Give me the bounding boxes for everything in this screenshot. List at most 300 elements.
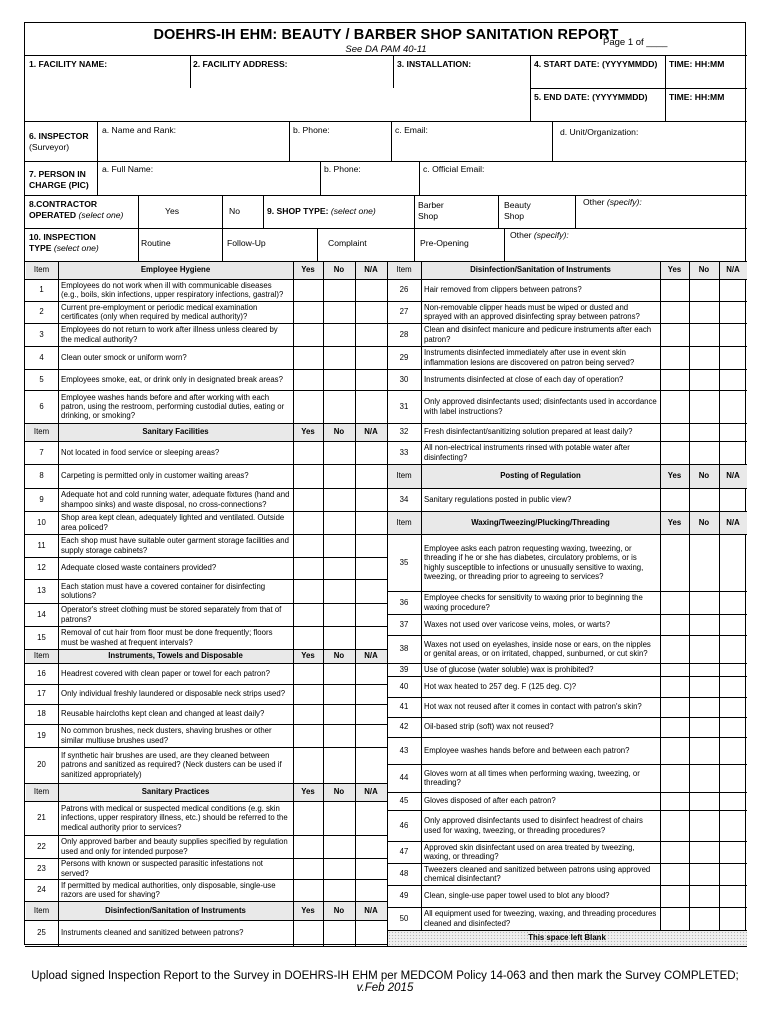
column-divider — [323, 858, 324, 879]
na-checkbox[interactable] — [355, 858, 387, 879]
item-number: 28 — [399, 329, 409, 339]
no-checkbox[interactable] — [689, 697, 719, 717]
na-checkbox[interactable] — [355, 579, 387, 603]
no-checkbox[interactable] — [689, 841, 719, 863]
no-checkbox[interactable] — [323, 279, 355, 301]
yes-checkbox[interactable] — [293, 323, 323, 346]
column-divider — [421, 301, 422, 323]
yes-checkbox[interactable] — [293, 579, 323, 603]
na-checkbox[interactable] — [719, 369, 747, 390]
contractor-yes-option[interactable]: Yes — [165, 206, 180, 216]
na-checkbox[interactable] — [355, 747, 387, 783]
item-column-header: Item — [396, 265, 412, 275]
column-divider — [719, 591, 720, 614]
no-checkbox[interactable] — [323, 346, 355, 369]
start-time-field[interactable]: TIME: HH:MM — [669, 59, 725, 69]
yes-checkbox[interactable] — [660, 279, 689, 301]
page-counter[interactable]: Page 1 of ____ — [603, 37, 668, 48]
column-divider — [660, 369, 661, 390]
checklist-question: Carpeting is permitted only in customer waiting areas? — [61, 471, 249, 481]
yes-checkbox[interactable] — [293, 663, 323, 684]
pic-email-field[interactable]: c. Official Email: — [423, 164, 485, 174]
column-divider — [660, 635, 661, 663]
column-divider — [421, 697, 422, 717]
no-column-header: No — [698, 265, 710, 275]
item-number: 34 — [399, 494, 409, 504]
column-divider — [58, 879, 59, 901]
item-number: 35 — [399, 557, 409, 567]
column-divider — [323, 663, 324, 684]
routine-option[interactable]: Routine — [141, 238, 171, 248]
checklist-question: Headrest covered with clean paper or towel for each patron? — [61, 668, 270, 678]
column-divider — [58, 724, 59, 747]
yes-checkbox[interactable] — [293, 534, 323, 557]
checklist-question: Shop area kept clean, adequately lighted and ventilated. Outside area policed? — [61, 513, 285, 532]
yes-checkbox[interactable] — [293, 301, 323, 323]
na-checkbox[interactable] — [719, 737, 747, 764]
column-divider — [719, 663, 720, 676]
column-divider — [660, 301, 661, 323]
yes-checkbox[interactable] — [660, 635, 689, 663]
no-checkbox[interactable] — [689, 301, 719, 323]
yes-column-header: Yes — [667, 471, 682, 481]
yes-checkbox[interactable] — [660, 301, 689, 323]
checklist-question: Oil-based strip (soft) wax not reused? — [424, 722, 554, 732]
na-checkbox[interactable] — [719, 423, 747, 441]
no-checkbox[interactable] — [689, 792, 719, 810]
na-checkbox[interactable] — [355, 626, 387, 649]
column-divider — [660, 737, 661, 764]
column-divider — [719, 885, 720, 907]
checklist-question: Waxes not used over varicose veins, moles, or warts? — [424, 619, 611, 629]
yes-checkbox[interactable] — [660, 697, 689, 717]
yes-checkbox[interactable] — [660, 841, 689, 863]
no-column-header: No — [698, 517, 710, 527]
na-checkbox[interactable] — [355, 301, 387, 323]
checklist-question: Not located in food service or sleeping areas? — [61, 447, 220, 457]
na-checkbox[interactable] — [719, 792, 747, 810]
item-number: 22 — [37, 841, 46, 851]
na-checkbox[interactable] — [355, 684, 387, 704]
checklist-question: Employee washes hands before and after working with each patron, using the restroom, performing custodial duties, eating or drinking, or smoking? — [61, 392, 285, 421]
no-checkbox[interactable] — [323, 858, 355, 879]
inspector-email-field[interactable]: c. Email: — [395, 125, 428, 135]
yes-checkbox[interactable] — [660, 792, 689, 810]
followup-option[interactable]: Follow-Up — [227, 238, 266, 248]
yes-checkbox[interactable] — [660, 488, 689, 511]
yes-checkbox[interactable] — [293, 603, 323, 626]
column-divider — [293, 579, 294, 603]
yes-checkbox[interactable] — [660, 907, 689, 930]
no-checkbox[interactable] — [323, 441, 355, 464]
no-checkbox[interactable] — [323, 920, 355, 946]
yes-checkbox[interactable] — [660, 737, 689, 764]
column-divider — [421, 907, 422, 930]
na-checkbox[interactable] — [355, 557, 387, 579]
item-number: 19 — [37, 730, 46, 740]
column-divider — [421, 792, 422, 810]
no-checkbox[interactable] — [323, 464, 355, 488]
barber-shop-option[interactable]: Barber Shop — [418, 200, 444, 221]
yes-checkbox[interactable] — [660, 717, 689, 737]
no-checkbox[interactable] — [323, 323, 355, 346]
column-divider — [719, 369, 720, 390]
column-divider — [58, 441, 59, 464]
column-divider — [293, 663, 294, 684]
pic-phone-field[interactable]: b. Phone: — [324, 164, 361, 174]
checklist-question: Instruments cleaned and sanitized between patrons? — [61, 928, 244, 938]
column-divider — [293, 369, 294, 390]
na-checkbox[interactable] — [719, 697, 747, 717]
yes-checkbox[interactable] — [660, 346, 689, 369]
na-checkbox[interactable] — [355, 603, 387, 626]
yes-checkbox[interactable] — [660, 676, 689, 697]
yes-checkbox[interactable] — [293, 684, 323, 704]
section-header-instruments_towels: Instruments, Towels and Disposable — [108, 651, 243, 661]
column-divider — [293, 511, 294, 534]
no-checkbox[interactable] — [323, 390, 355, 423]
no-checkbox[interactable] — [689, 279, 719, 301]
na-checkbox[interactable] — [719, 663, 747, 676]
yes-checkbox[interactable] — [293, 747, 323, 783]
yes-checkbox[interactable] — [293, 441, 323, 464]
yes-checkbox[interactable] — [660, 323, 689, 346]
na-checkbox[interactable] — [355, 663, 387, 684]
na-checkbox[interactable] — [719, 534, 747, 591]
column-divider — [323, 279, 324, 301]
section-header-sanitary_practices: Sanitary Practices — [141, 787, 210, 797]
yes-checkbox[interactable] — [293, 920, 323, 946]
start-date-field[interactable]: 4. START DATE: (YYYYMMDD) — [534, 59, 658, 69]
na-checkbox[interactable] — [719, 635, 747, 663]
na-checkbox[interactable] — [355, 441, 387, 464]
column-divider — [689, 841, 690, 863]
yes-checkbox[interactable] — [293, 464, 323, 488]
no-checkbox[interactable] — [689, 323, 719, 346]
column-divider — [355, 511, 356, 534]
contractor-label: 8.CONTRACTOR — [29, 199, 98, 209]
yes-checkbox[interactable] — [660, 885, 689, 907]
no-checkbox[interactable] — [689, 885, 719, 907]
no-checkbox[interactable] — [689, 423, 719, 441]
checklist-question: Clean and disinfect manicure and pedicure instruments after each patron? — [424, 325, 652, 344]
no-checkbox[interactable] — [689, 534, 719, 591]
column-divider — [355, 704, 356, 724]
yes-checkbox[interactable] — [293, 369, 323, 390]
no-checkbox[interactable] — [689, 717, 719, 737]
yes-checkbox[interactable] — [293, 346, 323, 369]
item-number: 37 — [399, 619, 409, 629]
yes-checkbox[interactable] — [660, 591, 689, 614]
na-checkbox[interactable] — [719, 676, 747, 697]
na-checkbox[interactable] — [355, 920, 387, 946]
column-divider — [355, 901, 356, 920]
installation-field[interactable]: 3. INSTALLATION: — [397, 59, 472, 69]
na-checkbox[interactable] — [719, 841, 747, 863]
no-checkbox[interactable] — [323, 663, 355, 684]
checklist-question: Reusable haircloths kept clean and changed at least daily? — [61, 709, 265, 719]
facility-address-field[interactable]: 2. FACILITY ADDRESS: — [193, 59, 288, 69]
column-divider — [58, 603, 59, 626]
column-divider — [355, 920, 356, 946]
na-checkbox[interactable] — [355, 464, 387, 488]
end-time-field[interactable]: TIME: HH:MM — [669, 92, 725, 102]
na-checkbox[interactable] — [719, 390, 747, 423]
na-checkbox[interactable] — [355, 534, 387, 557]
column-divider — [421, 488, 422, 511]
inspector-phone-field[interactable]: b. Phone: — [293, 125, 330, 135]
section-header-waxing: Waxing/Tweezing/Plucking/Threading — [471, 517, 610, 527]
na-checkbox[interactable] — [355, 488, 387, 511]
column-divider — [323, 369, 324, 390]
checklist-question: Employees smoke, eat, or drink only in designated break areas? — [61, 374, 283, 384]
yes-checkbox[interactable] — [293, 557, 323, 579]
na-checkbox[interactable] — [719, 764, 747, 792]
column-divider — [421, 279, 422, 301]
no-checkbox[interactable] — [323, 557, 355, 579]
facility-name-field[interactable]: 1. FACILITY NAME: — [29, 59, 108, 69]
no-checkbox[interactable] — [323, 534, 355, 557]
yes-checkbox[interactable] — [293, 390, 323, 423]
no-checkbox[interactable] — [689, 863, 719, 885]
no-checkbox[interactable] — [323, 724, 355, 747]
na-checkbox[interactable] — [719, 323, 747, 346]
column-divider — [323, 390, 324, 423]
no-checkbox[interactable] — [323, 801, 355, 835]
column-divider — [293, 488, 294, 511]
na-checkbox[interactable] — [719, 614, 747, 635]
na-checkbox[interactable] — [355, 704, 387, 724]
no-checkbox[interactable] — [689, 441, 719, 464]
item-number: 39 — [399, 664, 409, 674]
inspector-unit-field[interactable]: d. Unit/Organization: — [560, 127, 639, 137]
no-checkbox[interactable] — [689, 764, 719, 792]
column-divider — [689, 737, 690, 764]
section-header-sanitary_facilities: Sanitary Facilities — [142, 427, 209, 437]
yes-checkbox[interactable] — [293, 704, 323, 724]
checklist-question: Current pre-employment or periodic medical examination certificates (only when required by medical authority)? — [61, 302, 258, 321]
pic-name-field[interactable]: a. Full Name: — [102, 164, 154, 174]
no-checkbox[interactable] — [689, 591, 719, 614]
no-checkbox[interactable] — [689, 907, 719, 930]
item-number: 9 — [39, 494, 44, 504]
na-checkbox[interactable] — [719, 717, 747, 737]
yes-checkbox[interactable] — [293, 626, 323, 649]
column-divider — [58, 835, 59, 858]
column-divider — [58, 663, 59, 684]
sanitation-report-form — [24, 22, 746, 945]
na-checkbox[interactable] — [355, 369, 387, 390]
complaint-option[interactable]: Complaint — [328, 238, 367, 248]
no-checkbox[interactable] — [689, 346, 719, 369]
column-divider — [293, 901, 294, 920]
no-checkbox[interactable] — [323, 879, 355, 901]
inspector-name-field[interactable]: a. Name and Rank: — [102, 125, 177, 135]
no-checkbox[interactable] — [689, 390, 719, 423]
contractor-no-option[interactable]: No — [229, 206, 240, 216]
na-checkbox[interactable] — [719, 441, 747, 464]
report-title: DOEHRS-IH EHM: BEAUTY / BARBER SHOP SANITATION REPORT — [153, 27, 619, 43]
na-checkbox[interactable] — [355, 390, 387, 423]
column-divider — [421, 464, 422, 488]
column-divider — [355, 390, 356, 423]
na-checkbox[interactable] — [355, 279, 387, 301]
na-checkbox[interactable] — [719, 488, 747, 511]
no-checkbox[interactable] — [689, 810, 719, 841]
yes-checkbox[interactable] — [660, 810, 689, 841]
yes-checkbox[interactable] — [660, 369, 689, 390]
item-number: 1 — [39, 285, 44, 295]
column-divider — [355, 557, 356, 579]
na-checkbox[interactable] — [719, 301, 747, 323]
column-divider — [58, 801, 59, 835]
na-checkbox[interactable] — [719, 885, 747, 907]
column-divider — [323, 441, 324, 464]
yes-checkbox[interactable] — [660, 441, 689, 464]
checklist-question: Hot wax not reused after it comes in contact with patron's skin? — [424, 702, 642, 712]
column-divider — [293, 684, 294, 704]
no-checkbox[interactable] — [689, 663, 719, 676]
column-divider — [58, 301, 59, 323]
na-checkbox[interactable] — [719, 279, 747, 301]
na-checkbox[interactable] — [719, 810, 747, 841]
yes-checkbox[interactable] — [660, 423, 689, 441]
yes-checkbox[interactable] — [293, 858, 323, 879]
no-checkbox[interactable] — [689, 676, 719, 697]
yes-checkbox[interactable] — [660, 614, 689, 635]
item-number: 24 — [37, 885, 46, 895]
no-checkbox[interactable] — [323, 369, 355, 390]
column-divider — [58, 747, 59, 783]
inspection-other-field[interactable]: Other (specify): — [510, 230, 569, 240]
no-checkbox[interactable] — [323, 704, 355, 724]
column-divider — [58, 901, 59, 920]
no-checkbox[interactable] — [323, 747, 355, 783]
yes-checkbox[interactable] — [660, 663, 689, 676]
checklist-question: Only approved disinfectants used to disinfect headrest of chairs used for waxing, tweezing, or threading procedures? — [424, 816, 643, 835]
column-divider — [689, 346, 690, 369]
column-divider — [58, 579, 59, 603]
inspector-sublabel: (Surveyor) — [29, 142, 70, 152]
na-checkbox[interactable] — [355, 835, 387, 858]
na-checkbox[interactable] — [719, 907, 747, 930]
yes-checkbox[interactable] — [293, 488, 323, 511]
na-checkbox[interactable] — [355, 879, 387, 901]
no-checkbox[interactable] — [323, 301, 355, 323]
na-checkbox[interactable] — [355, 511, 387, 534]
column-divider — [58, 464, 59, 488]
yes-checkbox[interactable] — [660, 863, 689, 885]
column-divider — [58, 557, 59, 579]
item-number: 46 — [399, 820, 409, 830]
no-checkbox[interactable] — [323, 835, 355, 858]
column-divider — [660, 663, 661, 676]
column-divider — [323, 557, 324, 579]
item-number: 17 — [37, 689, 46, 699]
no-checkbox[interactable] — [323, 626, 355, 649]
no-checkbox[interactable] — [689, 635, 719, 663]
item-number: 6 — [39, 401, 44, 411]
yes-checkbox[interactable] — [660, 390, 689, 423]
na-checkbox[interactable] — [355, 346, 387, 369]
yes-checkbox[interactable] — [293, 279, 323, 301]
preopening-option[interactable]: Pre-Opening — [420, 238, 469, 248]
na-checkbox[interactable] — [719, 863, 747, 885]
column-divider — [689, 663, 690, 676]
column-divider — [421, 810, 422, 841]
na-checkbox[interactable] — [355, 724, 387, 747]
no-checkbox[interactable] — [689, 737, 719, 764]
yes-checkbox[interactable] — [293, 879, 323, 901]
column-divider — [387, 261, 388, 946]
no-checkbox[interactable] — [323, 511, 355, 534]
column-divider — [719, 488, 720, 511]
no-checkbox[interactable] — [689, 614, 719, 635]
yes-checkbox[interactable] — [660, 534, 689, 591]
column-divider — [58, 369, 59, 390]
item-number: 13 — [37, 586, 46, 596]
na-column-header: N/A — [364, 427, 378, 437]
column-divider — [293, 801, 294, 835]
column-divider — [689, 369, 690, 390]
pic-label: 7. PERSON IN — [29, 169, 86, 179]
column-divider — [58, 279, 59, 301]
na-checkbox[interactable] — [719, 591, 747, 614]
section-header-disinfection_right: Disinfection/Sanitation of Instruments — [470, 265, 611, 275]
na-checkbox[interactable] — [719, 346, 747, 369]
checklist-question: Hot wax heated to 257 deg. F (125 deg. C)? — [424, 681, 577, 691]
column-divider — [355, 879, 356, 901]
shop-type-other-field[interactable]: Other (specify): — [583, 197, 642, 207]
column-divider — [421, 390, 422, 423]
column-divider — [660, 511, 661, 534]
no-checkbox[interactable] — [323, 603, 355, 626]
column-divider — [660, 697, 661, 717]
no-checkbox[interactable] — [323, 684, 355, 704]
yes-column-header: Yes — [667, 265, 682, 275]
column-divider — [660, 441, 661, 464]
item-number: 47 — [399, 847, 409, 857]
column-divider — [323, 423, 324, 441]
column-divider — [689, 885, 690, 907]
item-number: 27 — [399, 307, 409, 317]
beauty-shop-option[interactable]: Beauty Shop — [504, 200, 531, 221]
column-divider — [58, 649, 59, 663]
no-checkbox[interactable] — [323, 579, 355, 603]
yes-checkbox[interactable] — [293, 835, 323, 858]
checklist-question: Each shop must have suitable outer garment storage facilities and supply storage cabinets? — [61, 536, 289, 555]
yes-checkbox[interactable] — [293, 801, 323, 835]
column-divider — [719, 279, 720, 301]
na-checkbox[interactable] — [355, 323, 387, 346]
blank-note: This space left Blank — [528, 933, 606, 943]
item-number: 40 — [399, 681, 409, 691]
no-checkbox[interactable] — [323, 488, 355, 511]
column-divider — [421, 614, 422, 635]
na-checkbox[interactable] — [355, 801, 387, 835]
column-divider — [58, 783, 59, 801]
no-checkbox[interactable] — [689, 488, 719, 511]
yes-checkbox[interactable] — [660, 764, 689, 792]
no-checkbox[interactable] — [689, 369, 719, 390]
column-divider — [660, 792, 661, 810]
yes-column-header: Yes — [667, 517, 682, 527]
column-divider — [689, 614, 690, 635]
yes-checkbox[interactable] — [293, 724, 323, 747]
yes-checkbox[interactable] — [293, 511, 323, 534]
end-date-field[interactable]: 5. END DATE: (YYYYMMDD) — [534, 92, 648, 102]
column-divider — [689, 488, 690, 511]
